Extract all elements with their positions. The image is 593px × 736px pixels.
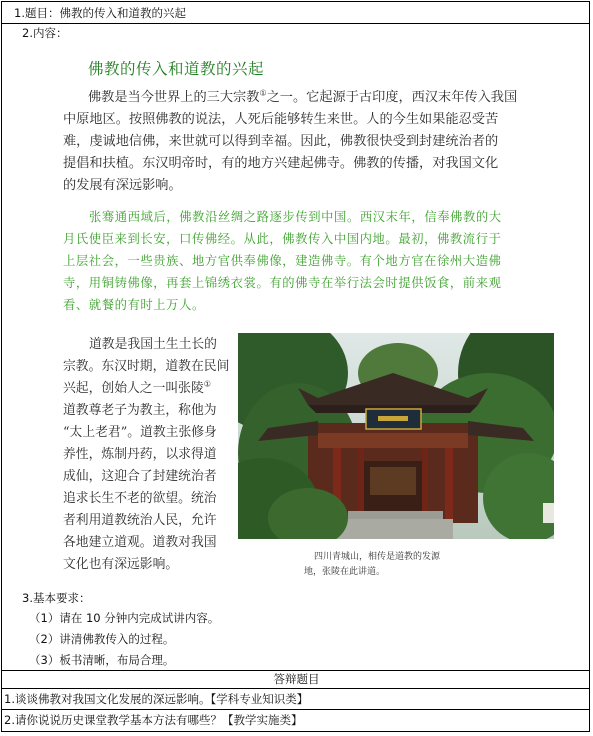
text-line: 成仙，这迎合了封建统治者 [63,469,217,484]
textbook-heading: 佛教的传入和道教的兴起 [88,60,265,78]
text-line: 者利用道教统治人民，允许 [63,513,217,528]
content-label: 2.内容： [22,26,68,40]
requirement-item: （1）请在 10 分钟内完成试讲内容。 [29,611,220,625]
footnote-mark: ① [203,379,211,389]
qa-question: 2.请你说说历史课堂教学基本方法有哪些？【教学实施类】 [4,713,303,727]
text-line: 文化也有深远影响。 [63,557,179,572]
text-line: 的发展有深远影响。 [63,178,182,193]
text-line: 张骞通西域后，佛教沿丝绸之路逐步传到中国。西汉末年，信奉佛教的大 [89,210,502,224]
requirements-label: 3.基本要求： [22,591,91,605]
text-line: 难，虔诚地信佛，来世就可以得到幸福。因此，佛教很快受到封建统治者的 [63,134,499,149]
divider [1,23,590,24]
qa-question: 1.谈谈佛教对我国文化发展的深远影响。【学科专业知识类】 [4,692,309,706]
requirement-item: （2）讲清佛教传入的过程。 [29,632,175,646]
text-line: 追求长生不老的欲望。统治 [63,491,217,506]
text-line: 中原地区。按照佛教的说法，人死后能够转生来世。人的今生如果能忍受苦 [63,112,499,127]
photo-caption: 地，张陵在此讲道。 [304,567,386,577]
text-line: “太上老君”。道教主张修身 [63,425,217,440]
text-line: 寺，用铜铸佛像，再套上锦绣衣裳。有的佛寺在举行法会时提供饭食，前来观 [63,276,502,290]
text-line: 提倡和扶植。东汉明帝时，有的地方兴建起佛寺。佛教的传播，对我国文化 [63,156,499,171]
text-line: 道教尊老子为教主，称他为 [63,403,217,418]
divider [1,709,590,710]
footnote-mark: ① [259,88,267,98]
title-line: 1.题目：佛教的传入和道教的兴起 [14,6,186,20]
photo-caption: 四川青城山，相传是道教的发源 [314,552,441,562]
divider [1,688,590,689]
qingcheng-gate-photo [238,333,554,539]
text-line: 看、就餐的有时上万人。 [63,298,205,312]
text-line: 月氏使臣来到长安，口传佛经。从此，佛教传入中国内地。最初，佛教流行于 [63,232,502,246]
requirement-item: （3）板书清晰，布局合理。 [29,653,175,667]
text-line: 上层社会，一些贵族、地方官供奉佛像，建造佛寺。有个地方官在徐州大造佛 [63,254,502,268]
text-line: 道教是我国土生土长的 [89,337,217,352]
text-line: 佛教是当今世界上的三大宗教①之一。它起源于古印度，西汉末年传入我国 [88,88,518,105]
qa-header: 答辩题目 [273,672,320,686]
divider [1,670,590,671]
text-line: 各地建立道观。道教对我国 [63,535,217,550]
text-line: 养性，炼制丹药，以求得道 [63,447,217,462]
text-line: 兴起，创始人之一叫张陵① [63,379,211,396]
text-line: 宗教。东汉时期，道教在民间 [63,359,230,374]
